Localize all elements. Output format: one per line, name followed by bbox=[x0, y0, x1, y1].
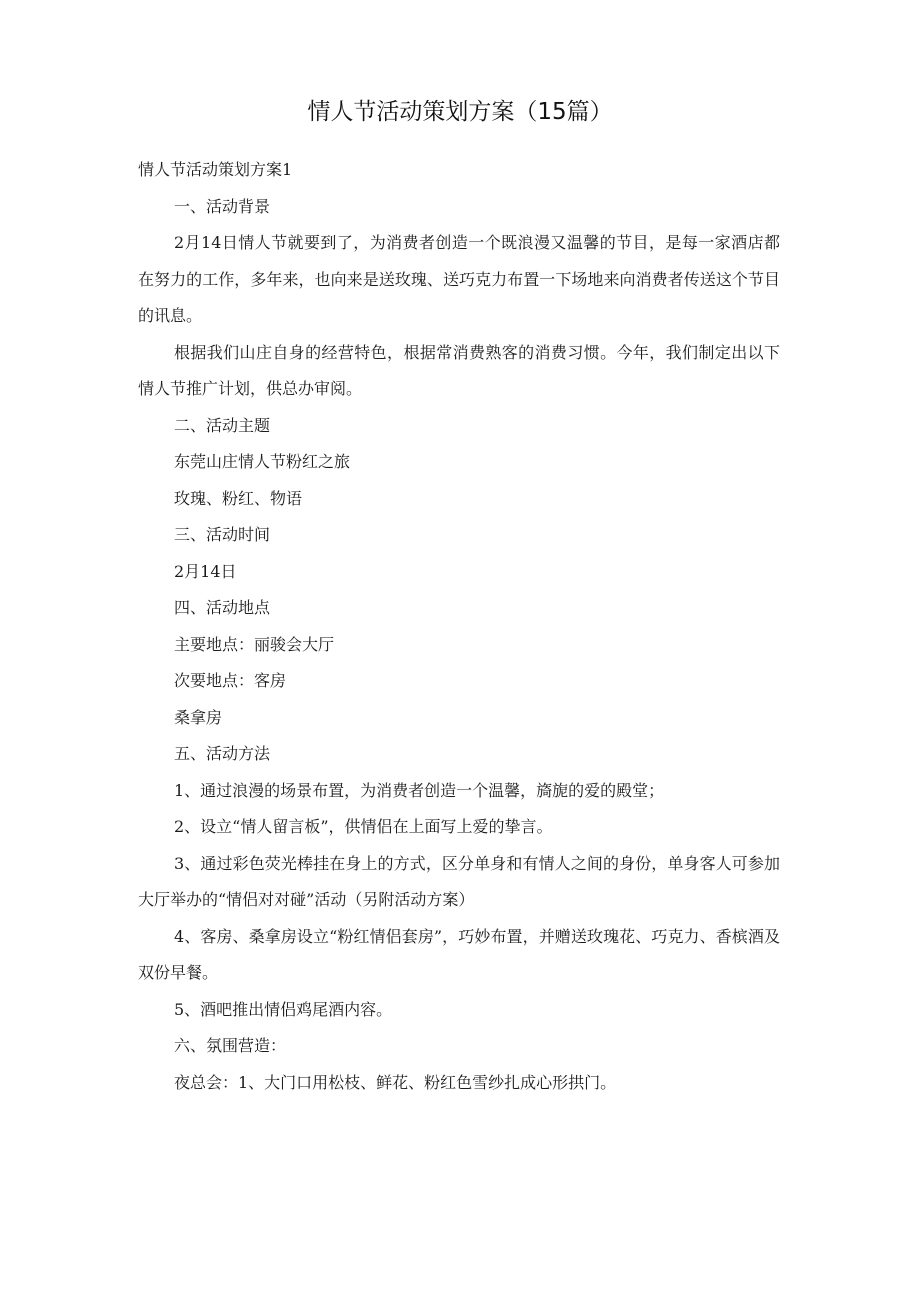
document-body bbox=[138, 152, 780, 1101]
method-item-4: 4、客房、桑拿房设立“粉红情侣套房”，巧妙布置，并赠送玫瑰花、巧克力、香槟酒及双份早餐。 bbox=[138, 926, 780, 982]
method-item-5: 5、酒吧推出情侣鸡尾酒内容。 bbox=[174, 999, 393, 1019]
heading-background: 一、活动背景 bbox=[174, 196, 271, 216]
heading-method: 五、活动方法 bbox=[174, 744, 271, 763]
method-item-2: 2、设立“情人留言板”，供情侣在上面写上爱的挚言。 bbox=[174, 817, 553, 836]
theme-line-2: 玫瑰、粉红、物语 bbox=[174, 488, 303, 508]
heading-location: 四、活动地点 bbox=[174, 598, 271, 617]
location-sauna: 桑拿房 bbox=[174, 707, 223, 727]
location-secondary: 次要地点：客房 bbox=[174, 671, 287, 690]
method-item-3: 3、通过彩色荧光棒挂在身上的方式，区分单身和有情人之间的身份，单身客人可参加大厅举办的“情侣对对碰”活动（另附活动方案） bbox=[138, 853, 780, 909]
theme-line-1: 东莞山庄情人节粉红之旅 bbox=[174, 452, 351, 471]
atmosphere-item-1: 夜总会：1、大门口用松枝、鲜花、粉红色雪纱扎成心形拱门。 bbox=[174, 1072, 617, 1092]
section-subtitle: 情人节活动策划方案1 bbox=[138, 160, 293, 179]
method-item-1: 1、通过浪漫的场景布置，为消费者创造一个温馨，旖旎的爱的殿堂； bbox=[174, 780, 665, 800]
heading-atmosphere: 六、氛围营造： bbox=[174, 1036, 287, 1055]
paragraph-background-1: 2月14日情人节就要到了，为消费者创造一个既浪漫又温馨的节目，是每一家酒店都在努力的工作，多年来，也向来是送玫瑰、送巧克力布置一下场地来向消费者传送这个节目的讯息。 bbox=[138, 233, 780, 325]
location-main: 主要地点：丽骏会大厅 bbox=[174, 634, 335, 654]
heading-time: 三、活动时间 bbox=[174, 525, 271, 544]
document-title: 情人节活动策划方案（15篇） bbox=[307, 99, 613, 125]
paragraph-background-2: 根据我们山庄自身的经营特色，根据常消费熟客的消费习惯。今年，我们制定出以下情人节推广计划，供总办审阅。 bbox=[138, 342, 780, 398]
time-value: 2月14日 bbox=[174, 561, 237, 581]
heading-theme: 二、活动主题 bbox=[174, 415, 271, 435]
